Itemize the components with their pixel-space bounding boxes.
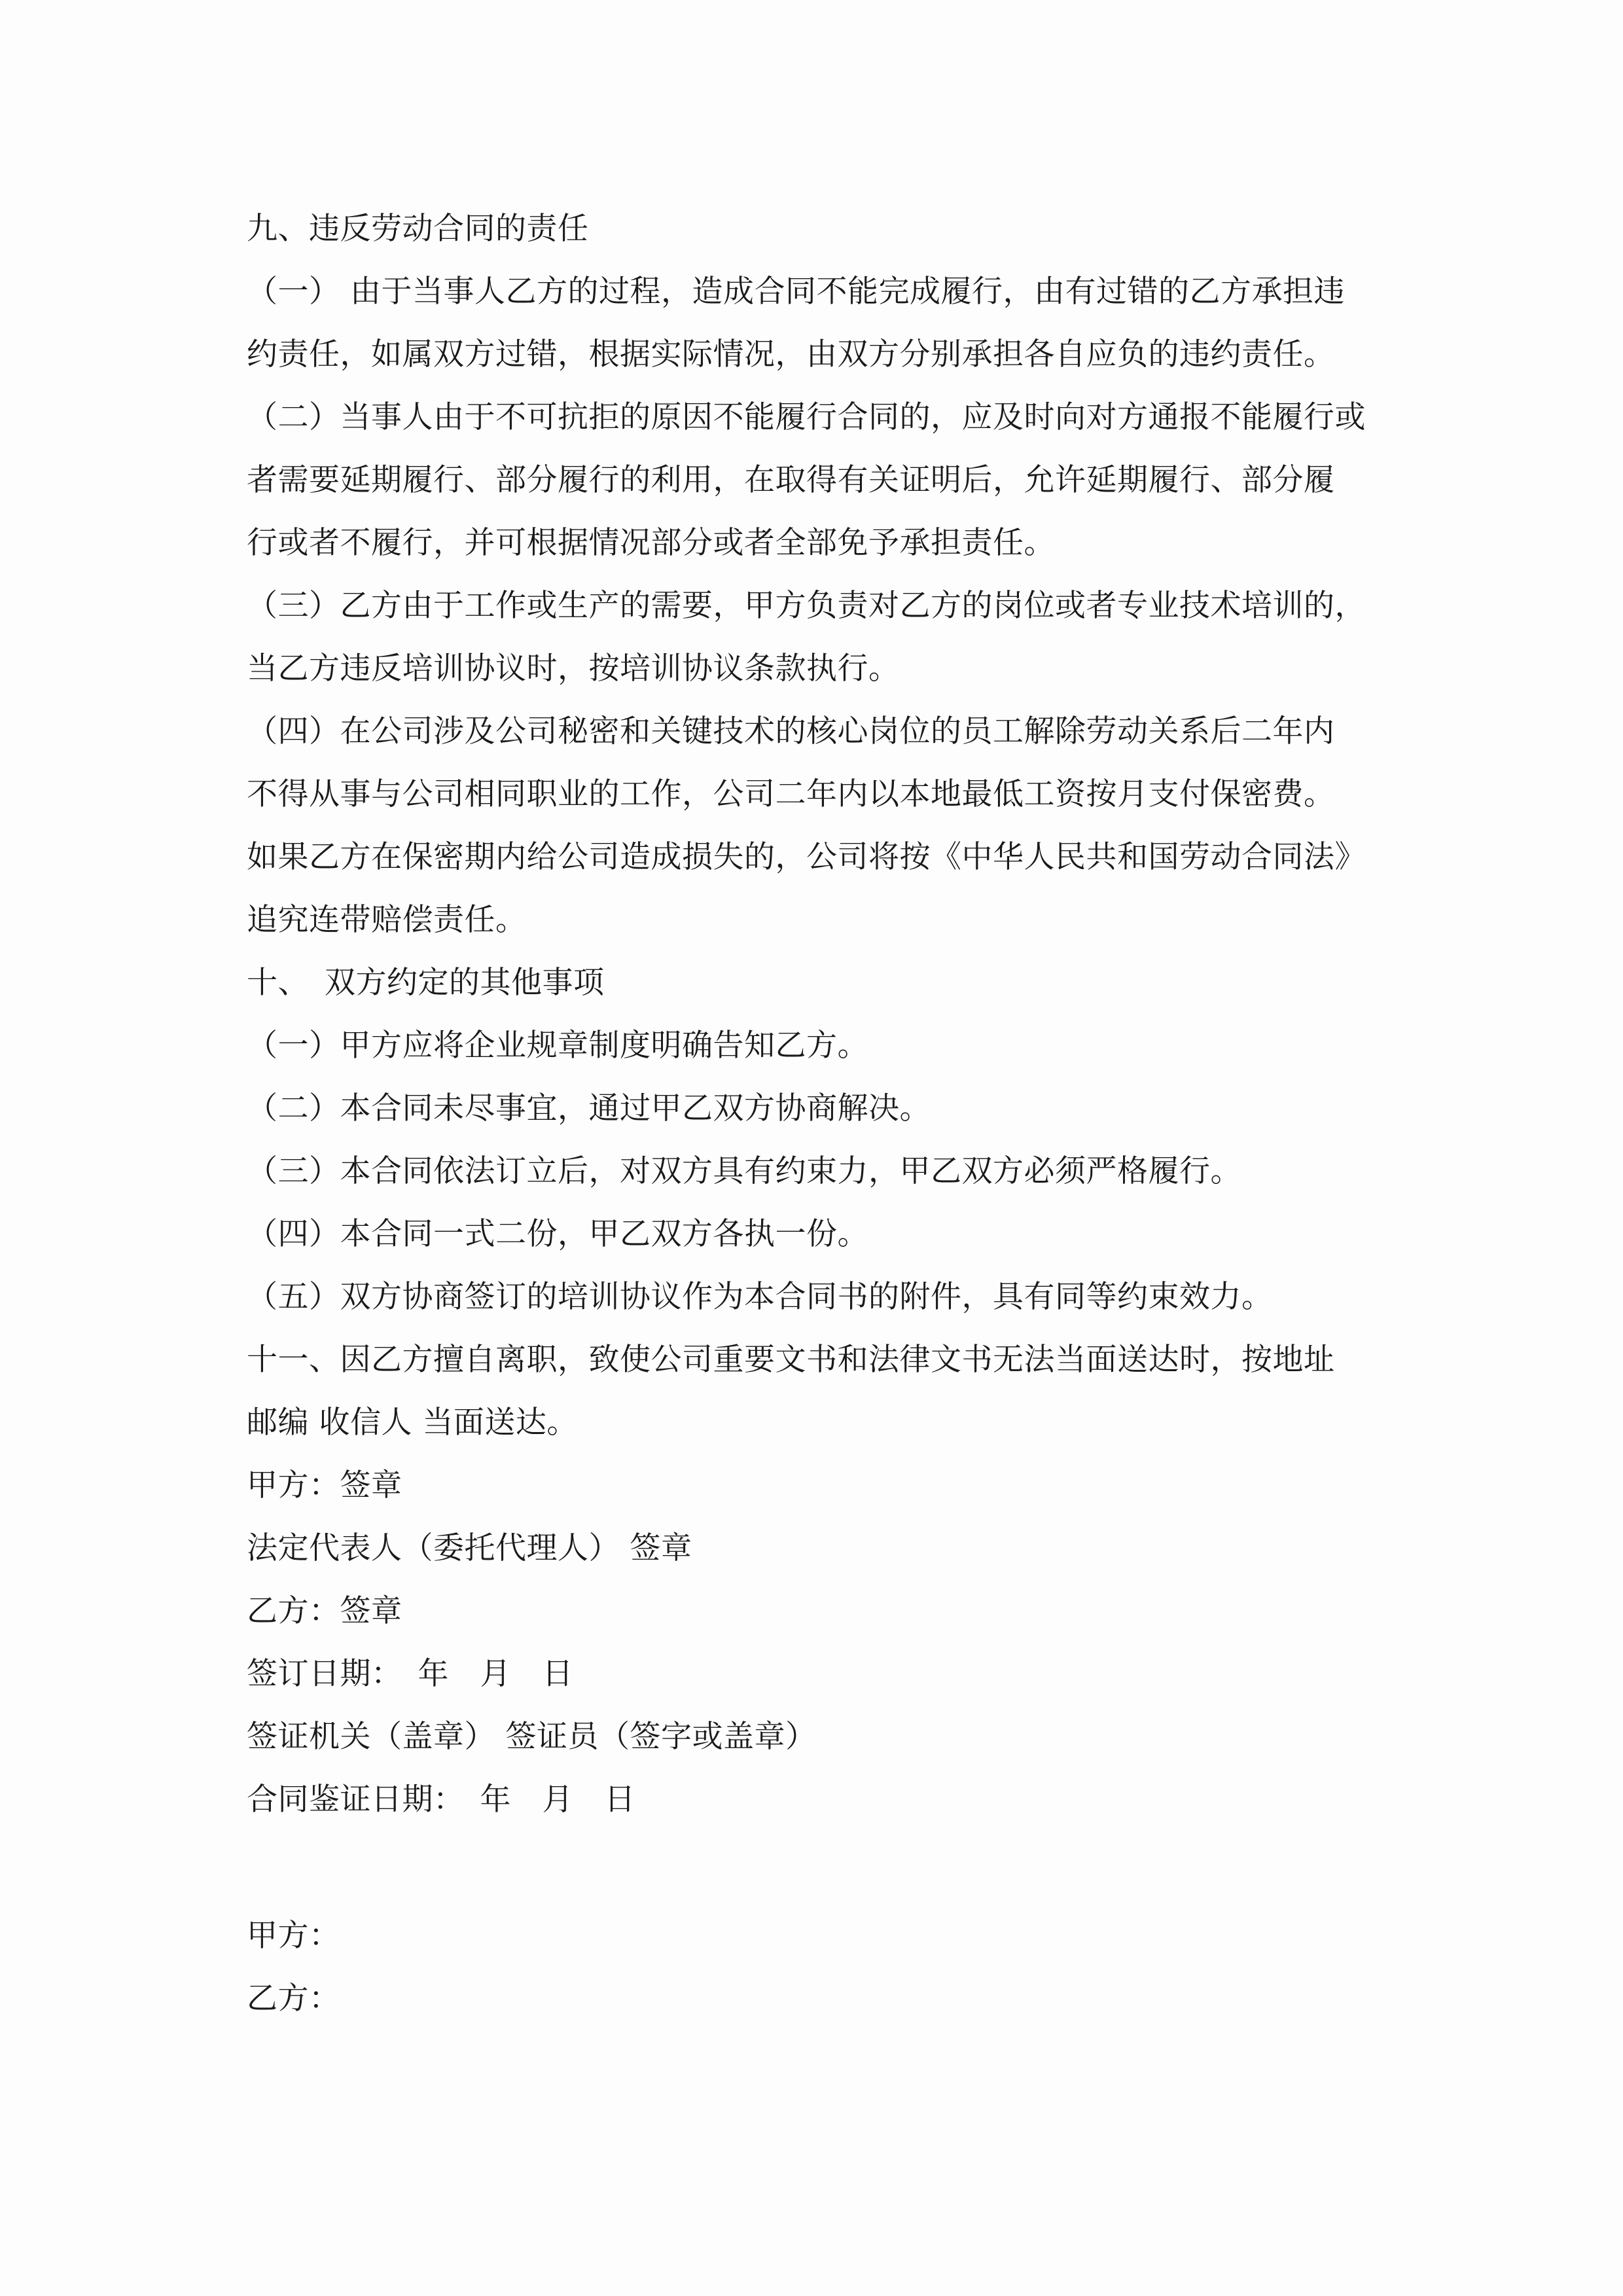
clause-9-2-line-3: 行或者不履行，并可根据情况部分或者全部免予承担责任。 [247,525,1055,561]
clause-9-3-line-1: （三）乙方由于工作或生产的需要，甲方负责对乙方的岗位或者专业技术培训的， [247,588,1366,624]
clause-9-1-line-1: （一） 由于当事人乙方的过程，造成合同不能完成履行，由有过错的乙方承担违 [247,274,1345,310]
section-10-heading: 十、 双方约定的其他事项 [247,965,605,1001]
clause-9-2-line-1: （二）当事人由于不可抗拒的原因不能履行合同的，应及时向对方通报不能履行或 [247,399,1366,435]
clause-10-2: （二）本合同未尽事宜，通过甲乙双方协商解决。 [247,1090,931,1126]
party-a-label: 甲方： [247,1918,340,1954]
legal-representative-line: 法定代表人（委托代理人） 签章 [247,1530,692,1566]
clause-9-3-line-2: 当乙方违反培训协议时，按培训协议条款执行。 [247,651,900,687]
clause-9-4-line-4: 追究连带赔偿责任。 [247,902,527,938]
party-b-label: 乙方： [247,1981,340,2017]
clause-9-4-line-2: 不得从事与公司相同职业的工作，公司二年内以本地最低工资按月支付保密费。 [247,776,1335,812]
clause-9-4-line-3: 如果乙方在保密期内给公司造成损失的，公司将按《中华人民共和国劳动合同法》 [247,839,1366,875]
verification-date-line: 合同鉴证日期： 年 月 日 [247,1782,635,1818]
clause-10-1: （一）甲方应将企业规章制度明确告知乙方。 [247,1028,868,1064]
party-a-seal-line: 甲方：签章 [247,1467,402,1503]
party-b-seal-line: 乙方：签章 [247,1593,402,1629]
clause-10-5: （五）双方协商签订的培训协议作为本合同书的附件，具有同等约束效力。 [247,1279,1273,1315]
clause-9-2-line-2: 者需要延期履行、部分履行的利用，在取得有关证明后，允许延期履行、部分履 [247,462,1335,498]
section-11-line-1: 十一、因乙方擅自离职，致使公司重要文书和法律文书无法当面送达时，按地址 [247,1342,1335,1378]
clause-10-4: （四）本合同一式二份，甲乙双方各执一份。 [247,1216,868,1252]
section-11-line-2: 邮编 收信人 当面送达。 [247,1405,578,1441]
clause-10-3: （三）本合同依法订立后，对双方具有约束力，甲乙双方必须严格履行。 [247,1153,1241,1189]
clause-9-4-line-1: （四）在公司涉及公司秘密和关键技术的核心岗位的员工解除劳动关系后二年内 [247,713,1335,749]
signing-date-line: 签订日期： 年 月 日 [247,1656,573,1692]
section-9-heading: 九、违反劳动合同的责任 [247,211,589,247]
clause-9-1-line-2: 约责任，如属双方过错，根据实际情况，由双方分别承担各自应负的违约责任。 [247,336,1335,372]
verification-authority-line: 签证机关（盖章） 签证员（签字或盖章） [247,1719,817,1755]
